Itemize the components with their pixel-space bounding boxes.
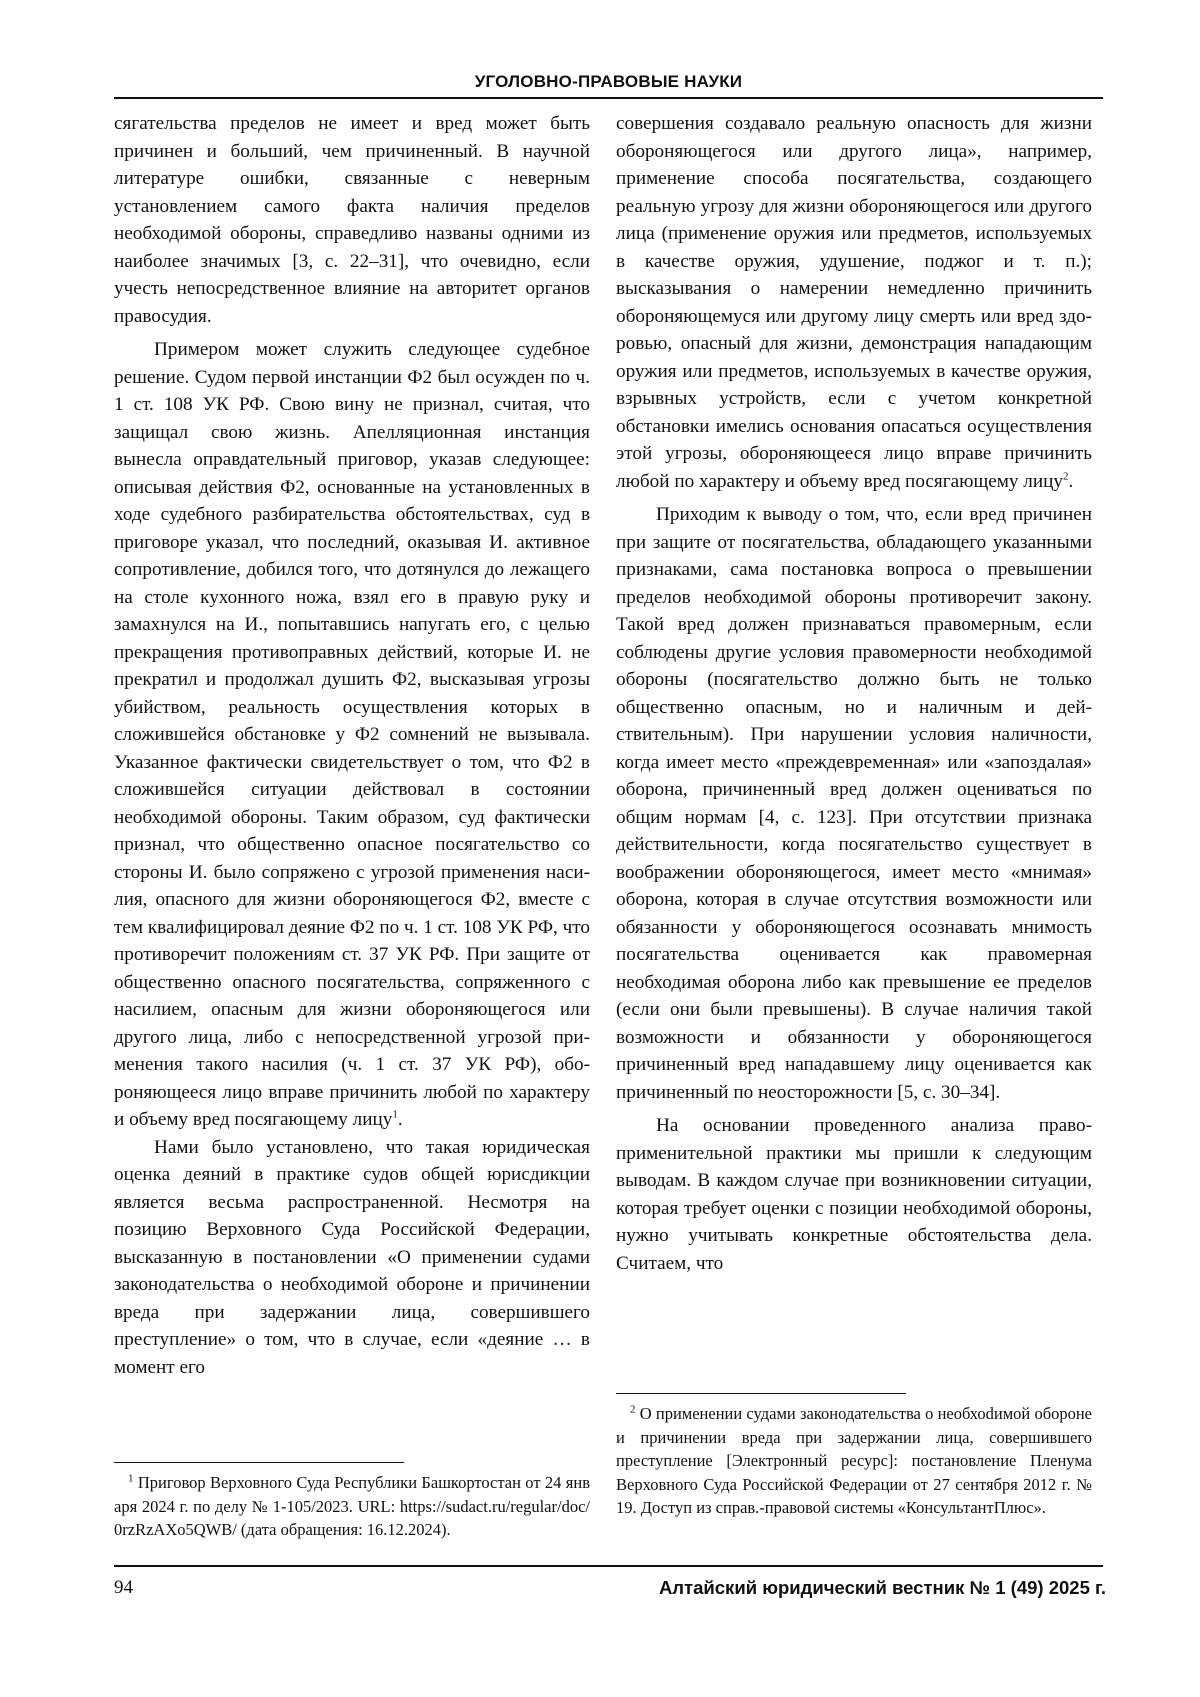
footer-rule	[114, 1565, 1103, 1567]
right-paragraph-1: совершения создавало реальную опасность для жизни обороняющегося или другого лица», например, применение способа посягательства, создающего реальную угрозу для жизни обороняющегося или другого лица (применение оружия или предметов, используемых в качестве оружия, удушение, поджог и т. п.); высказывания о намерении немедленно причинить обороняющемуся или другому лицу смерть или вред здоровью, опасный для жизни, демонстрация нападающим оружия или предметов, используемых в качестве оружия, взрывных устройств, если с учетом конкретной обстановки имелись основания опасаться осуществления этой угрозы, обороняющееся лицо вправе причинить любой по характеру и объему вред посягающему лицу$^2$.	[616, 113, 1092, 492]
right-paragraph-2: Приходим к выводу о том, что, если вред причинен при защите от посягательства, обладающего указанными признаками, сама постановка вопроса о превышении пределов необходимой обороны противоречит закону. Такой вред должен признаваться правомерным, если соблюдены другие условия правомерности необходимой обороны (посягательство должно быть не только общественно опасным, но и наличным и действительным). При нарушении условия наличности, когда имеет место «преждевременная» или «запоздалая» оборона, причиненный вред должен оцениваться по общим нормам [4, с. 123]. При отсутствии признака действительности, когда посягательство существует в воображении обороняющегося, имеет место «мнимая» оборона, которая в случае отсутствия возможности или обязанности у обороняющегося осознавать мнимость посягательства оценивается как правомерная необходимая оборона либо как превышение ее пределов (если они были превышены). В случае наличия такой возможности и обязанности у обороняющегося причиненный вред нападавшему лицу оценивается как причиненный по неосторожности [5, с. 30–34].	[616, 504, 1092, 1103]
header-rule	[114, 97, 1103, 99]
left-paragraph-2-text: Примером может служить следующее судебное решение. Судом первой инстанции Ф2 был осужден по ч. 1 ст. 108 УК РФ. Свою вину не признал, считая, что защищал свою жизнь. Апелляционная инстанция вынесла оправдательный приговор, указав следующее: описывая действия Ф2, основанные на установленных в ходе судебного разбирательства обстоятельствах, суд в приговоре указал, что последний, оказывая И. активное сопротивление, добился того, что дотянулся до лежащего на столе кухонного ножа, взял его в правую руку и замахнулся на И., попытавшись напугать его, с целью прекращения противоправных действий, которые И. не прекратил и продолжал душить Ф2, высказывая угрозы убийством, реальность осуществления которых в сложившейся обстановке у Ф2 сомнений не вызывала. Указанное фактически свидетельствует о том, что Ф2 в сложившейся ситуации действовал в состоянии необходимой обороны. Таким образом, суд фактически признал, что общественно опасное посягательство со стороны И. было сопряжено с угрозой применения насилия, опасного для жизни обороняющегося Ф2, вместе с тем квалифицировал деяние Ф2 по ч. 1 ст. 108 УК РФ, что противоречит положениям ст. 37 УК РФ. При защите от общественно опасного посягательства, сопряженного с насилием, опасным для жизни обороняющегося или другого лица, либо с непосредственной угрозой применения такого насилия (ч. 1 ст. 37 УК РФ), обороняющееся лицо вправе причинить любой по характеру и объему вред посягающему лицу	[114, 339, 590, 1130]
footnote-separator-right	[616, 1393, 906, 1394]
journal-title: Алтайский юридический вестник № 1 (49) 2025 г.	[658, 1577, 1106, 1598]
footnote-1	[114, 1471, 590, 1542]
footnote-separator-left	[114, 1462, 404, 1463]
left-paragraph-2: Примером может служить следующее судебное решение. Судом первой инстанции Ф2 был осужден по ч. 1 ст. 108 УК РФ. Свою вину не признал, считая, что защищал свою жизнь. Апелляционная инстанция вынесла оправдательный приговор, указав следующее: описывая действия Ф2, основанные на установленных в ходе судебного разбирательства обстоятельствах, суд в приговоре указал, что последний, оказывая И. активное сопротивление, добился того, что дотянулся до лежащего на столе кухонного ножа, взял его в правую руку и замахнулся на И., попытавшись напугать его, с целью прекращения противоправных действий, которые И. не прекратил и продолжал душить Ф2, высказывая угрозы убийством, реальность осуществления которых в сложившейся обстановке у Ф2 сомнений не вызывала. Указанное фактически свидетельствует о том, что Ф2 в сложившейся ситуации действовал в состоянии необходимой обороны. Таким образом, суд фактически признал, что общественно опасное посягательство со стороны И. было сопряжено с угрозой применения насилия, опасного для жизни обороняющегося Ф2, вместе с тем квалифицировал деяние Ф2 по ч. 1 ст. 108 УК РФ, что противоречит положениям ст. 37 УК РФ. При защите от общественно опасного посягательства, сопряженного с насилием, опасным для жизни обороняющегося или другого лица, либо с непосредственной угрозой применения такого насилия (ч. 1 ст. 37 УК РФ), обороняющееся лицо вправе причинить любой по характеру и объему вред посягающему лицу$^1$.	[114, 339, 590, 1130]
footnote-1-mark: 1	[128, 1472, 134, 1485]
section-header: УГОЛОВНО-ПРАВОВЫЕ НАУКИ	[474, 72, 743, 91]
footnote-2-text: О применении судами законодательства о необхоdимой обороне и причинении вреда при задержании лица, совершившего преступление [Электронный ресурс]: постановление Пленума Верховного Суда Российской Федерации от 27 сентября 2012 г. № 19. Доступ из справ.-правовой системы «КонсультантПлюс».	[616, 1404, 1093, 1517]
footnote-1-text: Приговор Верховного Суда Республики Башкортостан от 24 января 2024 г. по делу № 1-105/2023. URL: https://sudact.ru/regular/doc/0rzRzAXo5QWB/ (дата обращения: 16.12.2024).	[114, 1473, 591, 1539]
right-paragraph-1-text: совершения создавало реальную опасность для жизни обороняющегося или другого лица», например, применение способа посягательства, создающего реальную угрозу для жизни обороняющегося или другого лица (применение оружия или предметов, используемых в качестве оружия, удушение, поджог и т. п.); высказывания о намерении немедленно причинить обороняющемуся или другому лицу смерть или вред здоровью, опасный для жизни, демонстрация нападающим оружия или предметов, используемых в качестве оружия, взрывных устройств, если с учетом конкретной обстановки имелись основания опасаться осуществления этой угрозы, обороняющееся лицо вправе причинить любой по характеру и объему вред посягающему лицу	[616, 113, 1092, 492]
left-paragraph-3: Нами было установлено, что такая юридическая оценка деяний в практике судов общей юрисдикции является весьма распространенной. Несмотря на позицию Верховного Суда Российской Федерации, высказанную в постановлении «О применении судами законодательства о необходимой обороне и причинении вреда при задержании лица, совершившего преступление» о том, что в случае, если «деяние … в момент его	[114, 1136, 590, 1378]
left-paragraph-1: сягательства пределов не имеет и вред может быть причинен и больший, чем причиненный. В научной литературе ошибки, связанные с неверным установлением самого факта наличия пределов необходимой обороны, справедливо названы одними из наиболее значимых [3, с. 22–31], что очевидно, если учесть непосредственное влияние на авторитет органов правосудия.	[114, 113, 590, 327]
footnote-ref-2[interactable]: 2	[1062, 470, 1069, 483]
footnote-ref-1[interactable]: 1	[392, 1108, 398, 1121]
left-column	[114, 110, 590, 1381]
right-paragraph-3: На основании проведенного анализа правоприменительной практики мы пришли к следующим выводам. В каждом случае при возникновении ситуации, которая требует оценки с позиции необходимой обороны, нужно учитывать конкретные обстоятельства дела. Считаем, что	[616, 1115, 1092, 1274]
footnote-2	[616, 1402, 1092, 1520]
footnote-2-mark: 2	[630, 1403, 636, 1416]
page-number: 94	[114, 1577, 133, 1598]
right-column	[616, 110, 1092, 1277]
